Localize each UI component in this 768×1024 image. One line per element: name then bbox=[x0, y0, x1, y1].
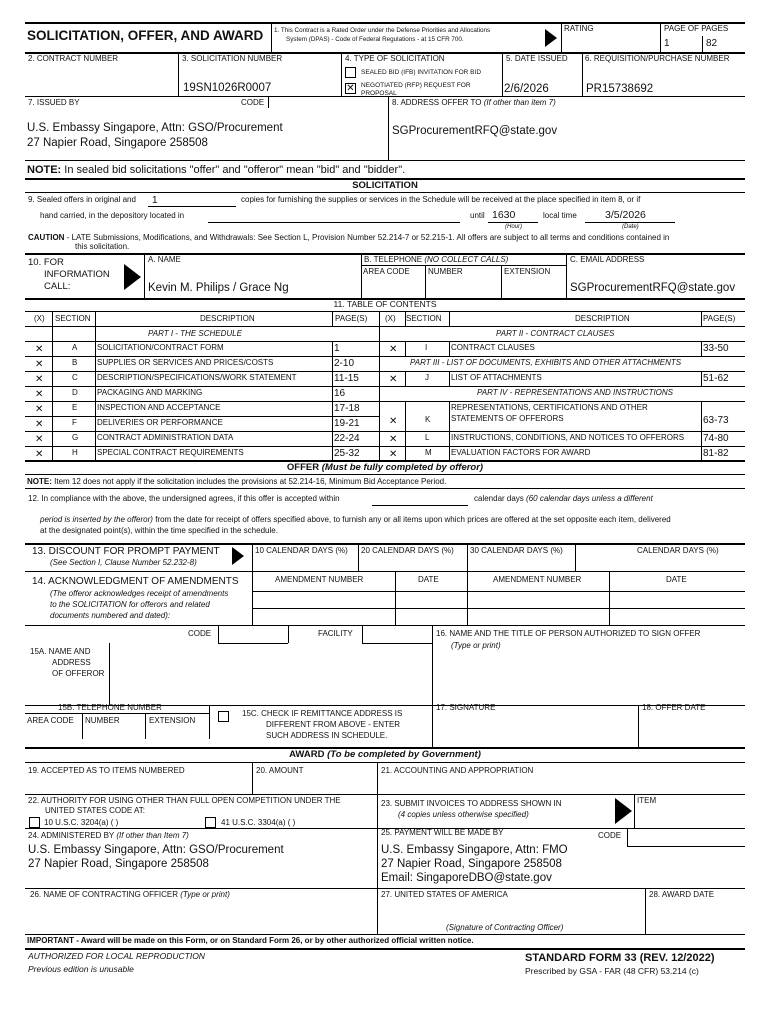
local-time-label: local time bbox=[543, 211, 577, 220]
copies-count: 1 bbox=[152, 195, 158, 206]
payment-by-label: 25. PAYMENT WILL BE MADE BY bbox=[381, 828, 504, 837]
until-label: until bbox=[470, 211, 485, 220]
toc-header-section: SECTION bbox=[55, 314, 91, 323]
payment-by-email: Email: SingaporeDBO@state.gov bbox=[381, 872, 552, 884]
standard-form-number: STANDARD FORM 33 (REV. 12/2022) bbox=[525, 952, 715, 964]
toc-pages: 19-21 bbox=[334, 418, 360, 429]
rating-label: RATING bbox=[564, 24, 594, 33]
toc-part-2: PART II - CONTRACT CLAUSES bbox=[496, 329, 615, 338]
caution-text: CAUTION - LATE Submissions, Modifications, and Withdrawals: See Section L, Provision Number 52.214-7 or 52.215-1. All offers are subject to all terms and conditions contained in bbox=[28, 233, 670, 242]
amendment-number-header-2: AMENDMENT NUMBER bbox=[493, 575, 582, 584]
award-date-label: 28. AWARD DATE bbox=[649, 890, 715, 899]
toc-row-mark: ✕ bbox=[389, 374, 398, 385]
toc-section-b: B bbox=[72, 358, 78, 367]
toc-header-x: (X) bbox=[34, 314, 45, 323]
toc-header-pages-2: PAGE(S) bbox=[703, 314, 736, 323]
contact-name: Kevin M. Philips / Grace Ng bbox=[148, 282, 289, 294]
toc-row-mark: ✕ bbox=[35, 404, 44, 415]
authority-10-usc-checkbox[interactable] bbox=[29, 817, 40, 828]
telephone-label: B. TELEPHONE (NO COLLECT CALLS) bbox=[364, 255, 509, 264]
negotiated-checkbox[interactable]: ✕ bbox=[346, 83, 355, 94]
discount-note: (See Section I, Clause Number 52.232-8) bbox=[50, 558, 197, 567]
offer-due-time: 1630 bbox=[492, 209, 516, 221]
sealed-offers-text: 9. Sealed offers in original and bbox=[28, 195, 136, 204]
amendment-date-header-2: DATE bbox=[666, 575, 687, 584]
toc-row-mark: ✕ bbox=[35, 359, 44, 370]
contracting-officer-signature-note: (Signature of Contracting Officer) bbox=[446, 923, 564, 932]
address-offer-to: SGProcurementRFQ@state.gov bbox=[392, 125, 558, 137]
authority-10-usc-label: 10 U.S.C. 3204(a) ( ) bbox=[44, 818, 119, 827]
calendar-days-text: calendar days (60 calendar days unless a different bbox=[474, 494, 653, 503]
acknowledgment-note: (The offeror acknowledges receipt of amendments bbox=[50, 589, 229, 598]
toc-pages: 2-10 bbox=[334, 358, 355, 369]
acknowledgment-note-2: to the SOLICITATION for offerors and related bbox=[50, 600, 210, 609]
contact-name-label: A. NAME bbox=[148, 255, 181, 264]
toc-header-description: DESCRIPTION bbox=[200, 314, 255, 323]
toc-pages: 11-15 bbox=[334, 373, 359, 384]
toc-description: EVALUATION FACTORS FOR AWARD bbox=[451, 448, 591, 457]
note-sealed-bid: NOTE: In sealed bid solicitations "offer" and "offeror" mean "bid" and "bidder". bbox=[27, 164, 406, 176]
arrow-right-icon bbox=[545, 29, 557, 47]
toc-row-mark: ✕ bbox=[35, 449, 44, 460]
authority-label: 22. AUTHORITY FOR USING OTHER THAN FULL OPEN COMPETITION UNDER THE bbox=[28, 796, 341, 805]
page-count: 82 bbox=[706, 38, 718, 49]
toc-row-mark: ✕ bbox=[35, 434, 44, 445]
sealed-bid-label: SEALED BID (IFB) INVITATION FOR BID bbox=[361, 69, 482, 76]
toc-description: INSTRUCTIONS, CONDITIONS, AND NOTICES TO OFFERORS bbox=[451, 433, 685, 442]
payment-code-label: CODE bbox=[598, 831, 622, 840]
toc-pages: 1 bbox=[334, 343, 340, 354]
toc-pages: 51-62 bbox=[703, 373, 729, 384]
offer-due-date: 3/5/2026 bbox=[605, 209, 646, 221]
acknowledgment-label: 14. ACKNOWLEDGMENT OF AMENDMENTS bbox=[32, 576, 239, 587]
code-label: CODE bbox=[188, 629, 212, 638]
prescribed-by-note: Prescribed by GSA - FAR (48 CFR) 53.214 (c) bbox=[525, 966, 699, 976]
arrow-right-icon bbox=[124, 264, 141, 290]
area-code-label: AREA CODE bbox=[363, 267, 410, 276]
toc-description: DELIVERIES OR PERFORMANCE bbox=[97, 418, 223, 427]
toc-row-mark: ✕ bbox=[389, 434, 398, 445]
submit-invoices-label: 23. SUBMIT INVOICES TO ADDRESS SHOWN IN bbox=[381, 799, 562, 808]
authority-41-usc-checkbox[interactable] bbox=[205, 817, 216, 828]
compliance-text-3: at the designated point(s), within the time specified in the schedule. bbox=[40, 526, 278, 535]
date-issued-label: 5. DATE ISSUED bbox=[506, 54, 568, 63]
number-label: NUMBER bbox=[428, 267, 463, 276]
administered-by-line1: U.S. Embassy Singapore, Attn: GSO/Procurement bbox=[28, 844, 284, 856]
toc-row-mark: ✕ bbox=[35, 389, 44, 400]
sealed-offers-text-2: copies for furnishing the supplies or services in the Schedule will be received at the place specified in item 8, or if bbox=[241, 195, 641, 204]
toc-row-mark: ✕ bbox=[389, 416, 398, 427]
toc-description: SOLICITATION/CONTRACT FORM bbox=[97, 343, 224, 352]
date-issued: 2/6/2026 bbox=[504, 83, 549, 95]
offer-date-label: 18. OFFER DATE bbox=[642, 703, 706, 712]
rated-order-text-2: System (DPAS) - Code of Federal Regulations - at 15 CFR 700. bbox=[286, 36, 464, 43]
for-information-label-3: CALL: bbox=[44, 281, 71, 292]
toc-section-c: C bbox=[72, 373, 78, 382]
toc-description: LIST OF ATTACHMENTS bbox=[451, 373, 542, 382]
toc-section-l: L bbox=[425, 433, 430, 442]
email-label: C. EMAIL ADDRESS bbox=[570, 255, 645, 264]
toc-description: CONTRACT CLAUSES bbox=[451, 343, 535, 352]
discount-label: 13. DISCOUNT FOR PROMPT PAYMENT bbox=[32, 546, 220, 557]
page-of-pages-label: PAGE OF PAGES bbox=[664, 24, 729, 33]
toc-header-x-2: (X) bbox=[385, 314, 396, 323]
offeror-name-address-label-2: ADDRESS bbox=[52, 658, 91, 667]
solicitation-number: 19SN1026R0007 bbox=[183, 82, 272, 94]
item-label: ITEM bbox=[637, 796, 657, 805]
issued-by-code-label: CODE bbox=[241, 98, 265, 107]
administered-by-label: 24. ADMINISTERED BY (If other than Item 7) bbox=[28, 831, 189, 840]
toc-pages: 33-50 bbox=[703, 343, 729, 354]
previous-edition-note: Previous edition is unusable bbox=[28, 964, 134, 974]
authorized-signer-note: (Type or print) bbox=[451, 641, 501, 650]
toc-description: INSPECTION AND ACCEPTANCE bbox=[97, 403, 221, 412]
toc-header-section-2: SECTION bbox=[406, 314, 442, 323]
toc-part-4: PART IV - REPRESENTATIONS AND INSTRUCTIONS bbox=[477, 388, 674, 397]
negotiated-label-2: PROPOSAL bbox=[361, 90, 397, 97]
toc-section-g: G bbox=[72, 433, 79, 442]
toc-section-h: H bbox=[72, 448, 78, 457]
toc-section-k: K bbox=[425, 415, 431, 424]
telephone-number-label: 15B. TELEPHONE NUMBER bbox=[58, 703, 162, 712]
sealed-bid-checkbox[interactable] bbox=[345, 67, 356, 78]
toc-header-description-2: DESCRIPTION bbox=[575, 314, 630, 323]
toc-section-f: F bbox=[72, 418, 77, 427]
toc-section-i: I bbox=[425, 343, 428, 352]
solicitation-heading: SOLICITATION bbox=[352, 180, 418, 191]
requisition-number-label: 6. REQUISITION/PURCHASE NUMBER bbox=[585, 54, 730, 63]
acknowledgment-note-3: documents numbered and dated): bbox=[50, 611, 171, 620]
toc-description: CONTRACT ADMINISTRATION DATA bbox=[97, 433, 234, 442]
compliance-text: 12. In compliance with the above, the undersigned agrees, if this offer is accepted within bbox=[28, 494, 340, 503]
amount-label: 20. AMOUNT bbox=[256, 766, 304, 775]
toc-row-mark: ✕ bbox=[35, 344, 44, 355]
submit-invoices-note: (4 copies unless otherwise specified) bbox=[398, 810, 529, 819]
discount-20-days: 20 CALENDAR DAYS (%) bbox=[361, 546, 454, 555]
toc-part-1: PART I - THE SCHEDULE bbox=[148, 329, 242, 338]
payment-by-line1: U.S. Embassy Singapore, Attn: FMO bbox=[381, 844, 568, 856]
toc-section-j: J bbox=[425, 373, 429, 382]
negotiated-label: NEGOTIATED (RFP) REQUEST FOR bbox=[361, 82, 471, 89]
type-of-solicitation-label: 4. TYPE OF SOLICITATION bbox=[345, 54, 445, 63]
hand-carried-text: hand carried, in the depository located in bbox=[40, 211, 185, 220]
toc-description-2: STATEMENTS OF OFFERORS bbox=[451, 414, 564, 423]
administered-by-line2: 27 Napier Road, Singapore 258508 bbox=[28, 858, 209, 870]
toc-pages: 25-32 bbox=[334, 448, 360, 459]
offeror-number-label: NUMBER bbox=[85, 716, 120, 725]
requisition-number: PR15738692 bbox=[586, 83, 654, 95]
authorized-signer-label: 16. NAME AND THE TITLE OF PERSON AUTHORIZED TO SIGN OFFER bbox=[436, 629, 701, 638]
offeror-name-address-label-3: OF OFFEROR bbox=[52, 669, 105, 678]
toc-pages: 22-24 bbox=[334, 433, 360, 444]
discount-30-days: 30 CALENDAR DAYS (%) bbox=[470, 546, 563, 555]
discount-10-days: 10 CALENDAR DAYS (%) bbox=[255, 546, 348, 555]
toc-section-a: A bbox=[72, 343, 78, 352]
toc-row-mark: ✕ bbox=[389, 449, 398, 460]
offer-heading: OFFER (Must be fully completed by offeror) bbox=[286, 462, 484, 473]
toc-row-mark: ✕ bbox=[35, 419, 44, 430]
discount-other-days: CALENDAR DAYS (%) bbox=[637, 546, 719, 555]
issued-by-label: 7. ISSUED BY bbox=[28, 98, 80, 107]
offeror-extension-label: EXTENSION bbox=[149, 716, 196, 725]
toc-description: SUPPLIES OR SERVICES AND PRICES/COSTS bbox=[97, 358, 274, 367]
authority-label-2: UNITED STATES CODE AT: bbox=[45, 806, 146, 815]
remittance-address-label-3: SUCH ADDRESS IN SCHEDULE. bbox=[266, 731, 388, 740]
contact-email: SGProcurementRFQ@state.gov bbox=[570, 282, 736, 294]
toc-pages: 63-73 bbox=[703, 415, 729, 426]
toc-header-pages: PAGE(S) bbox=[335, 314, 368, 323]
remittance-address-label: 15C. CHECK IF REMITTANCE ADDRESS IS bbox=[242, 709, 403, 718]
payment-by-line2: 27 Napier Road, Singapore 258508 bbox=[381, 858, 562, 870]
toc-heading: 11. TABLE OF CONTENTS bbox=[333, 299, 437, 309]
toc-description: SPECIAL CONTRACT REQUIREMENTS bbox=[97, 448, 244, 457]
address-offer-to-label: 8. ADDRESS OFFER TO (If other than item 7) bbox=[392, 98, 556, 107]
arrow-right-icon bbox=[232, 547, 244, 565]
date-note: (Date) bbox=[622, 224, 639, 230]
issued-by-line2: 27 Napier Road, Singapore 258508 bbox=[27, 137, 208, 149]
form-title: SOLICITATION, OFFER, AND AWARD bbox=[27, 28, 264, 43]
signature-label: 17. SIGNATURE bbox=[436, 703, 496, 712]
for-information-label-2: INFORMATION bbox=[44, 269, 110, 280]
toc-pages: 17-18 bbox=[334, 403, 360, 414]
offeror-area-code-label: AREA CODE bbox=[27, 716, 74, 725]
amendment-number-header: AMENDMENT NUMBER bbox=[275, 575, 364, 584]
solicitation-number-label: 3. SOLICITATION NUMBER bbox=[182, 54, 283, 63]
offer-note: NOTE: Item 12 does not apply if the solicitation includes the provisions at 52.214-16, Minimum Bid Acceptance Period. bbox=[27, 477, 447, 486]
toc-section-e: E bbox=[72, 403, 78, 412]
for-information-label: 10. FOR bbox=[28, 257, 64, 268]
toc-section-d: D bbox=[72, 388, 78, 397]
issued-by-line1: U.S. Embassy Singapore, Attn: GSO/Procurement bbox=[27, 122, 283, 134]
toc-row-mark: ✕ bbox=[35, 374, 44, 385]
accepted-items-label: 19. ACCEPTED AS TO ITEMS NUMBERED bbox=[28, 766, 185, 775]
toc-pages: 74-80 bbox=[703, 433, 729, 444]
facility-label: FACILITY bbox=[318, 629, 353, 638]
extension-label: EXTENSION bbox=[504, 267, 551, 276]
remittance-address-checkbox[interactable] bbox=[218, 711, 229, 722]
toc-description: PACKAGING AND MARKING bbox=[97, 388, 203, 397]
arrow-right-icon bbox=[615, 798, 632, 824]
contracting-officer-label: 26. NAME OF CONTRACTING OFFICER (Type or print) bbox=[30, 890, 230, 899]
hour-note: (Hour) bbox=[505, 224, 523, 230]
amendment-date-header: DATE bbox=[418, 575, 439, 584]
toc-pages: 81-82 bbox=[703, 448, 729, 459]
local-reproduction-note: AUTHORIZED FOR LOCAL REPRODUCTION bbox=[28, 951, 205, 961]
caution-text-2: this solicitation. bbox=[75, 242, 130, 251]
toc-part-3: PART III - LIST OF DOCUMENTS, EXHIBITS AND OTHER ATTACHMENTS bbox=[410, 358, 682, 367]
toc-pages: 16 bbox=[334, 388, 346, 399]
remittance-address-label-2: DIFFERENT FROM ABOVE - ENTER bbox=[266, 720, 401, 729]
important-note: IMPORTANT - Award will be made on this Form, or on Standard Form 26, or by other authorized official written notice. bbox=[27, 936, 474, 945]
toc-description: DESCRIPTION/SPECIFICATIONS/WORK STATEMENT bbox=[97, 373, 297, 382]
accounting-appropriation-label: 21. ACCOUNTING AND APPROPRIATION bbox=[381, 766, 534, 775]
toc-row-mark: ✕ bbox=[389, 344, 398, 355]
united-states-label: 27. UNITED STATES OF AMERICA bbox=[381, 890, 508, 899]
rated-order-text: 1. This Contract is a Rated Order under the Defense Priorities and Allocations bbox=[274, 27, 491, 34]
toc-section-m: M bbox=[425, 448, 432, 457]
toc-description: REPRESENTATIONS, CERTIFICATIONS AND OTHER bbox=[451, 403, 648, 412]
contract-number-label: 2. CONTRACT NUMBER bbox=[28, 54, 119, 63]
page-number: 1 bbox=[664, 38, 670, 49]
award-heading: AWARD (To be completed by Government) bbox=[289, 749, 481, 760]
authority-41-usc-label: 41 U.S.C. 3304(a) ( ) bbox=[221, 818, 296, 827]
offeror-name-address-label: 15A. NAME AND bbox=[30, 647, 91, 656]
compliance-text-2: period is inserted by the offeror) from the date for receipt of offers specified above, to furnish any or all items upon which prices are offered at the set opposite each item, delivered bbox=[40, 515, 671, 524]
